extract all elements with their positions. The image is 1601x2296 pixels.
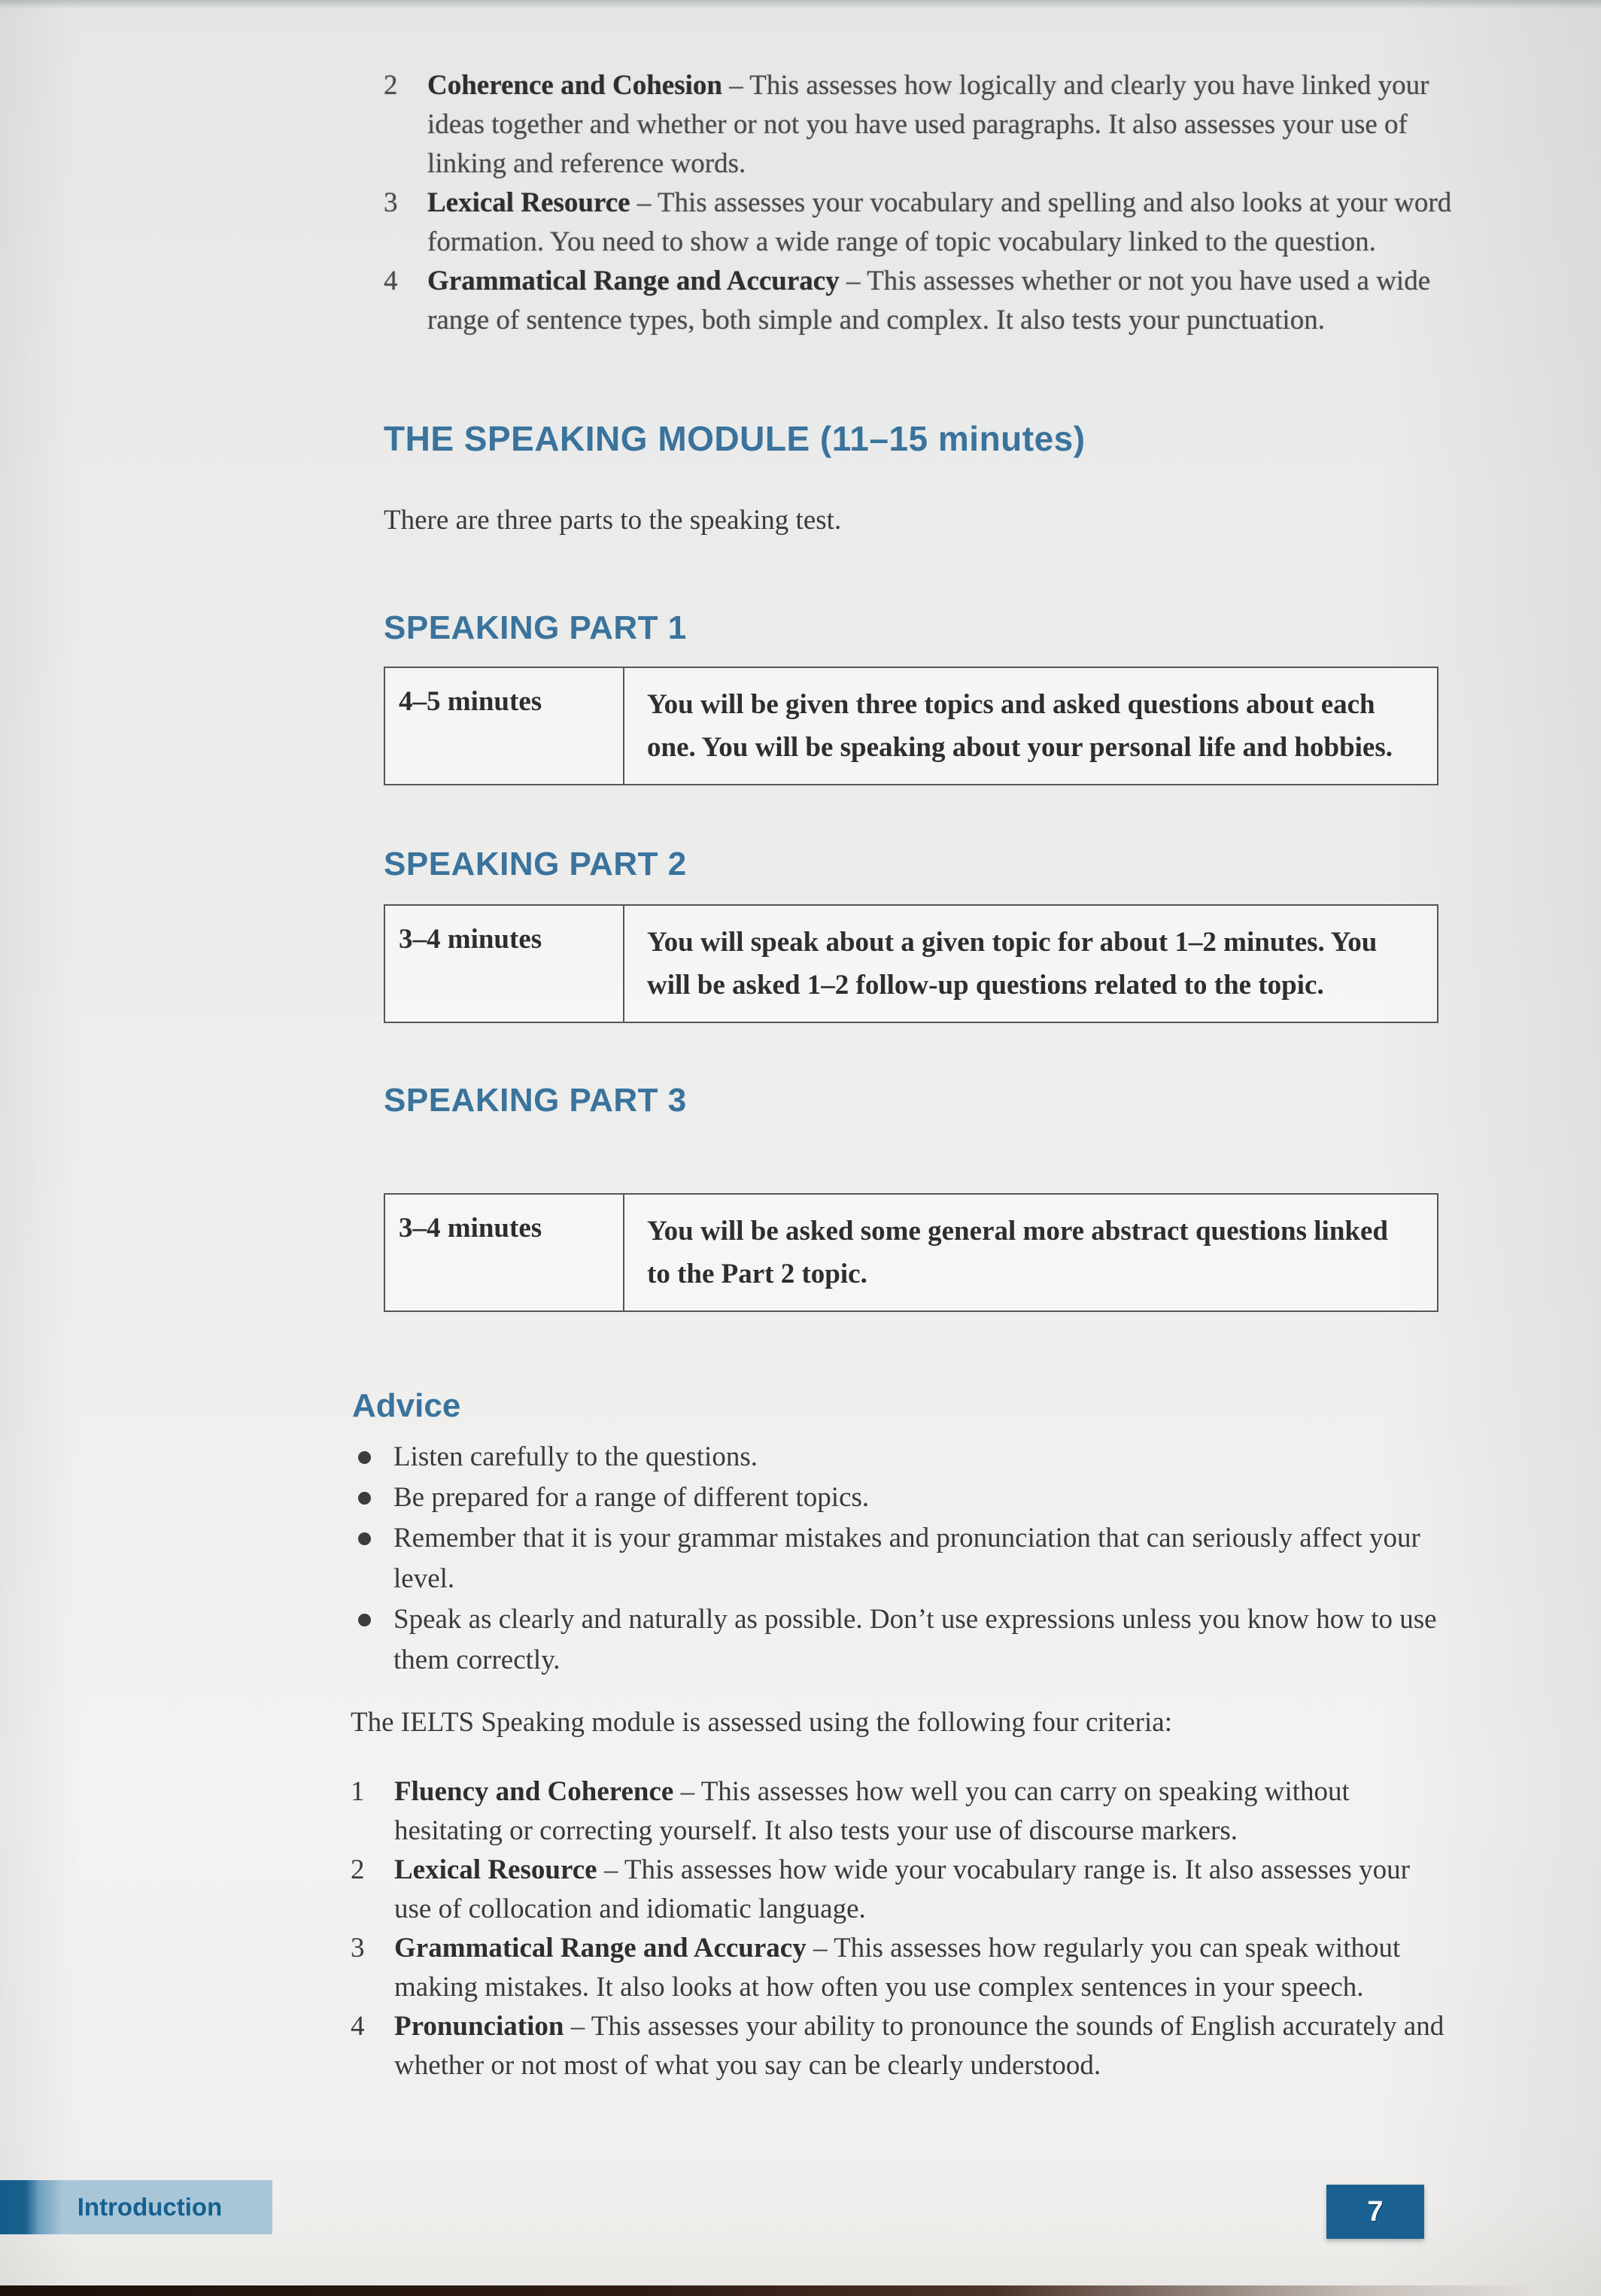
list-item-text: [394, 1772, 1452, 1851]
speaking-module-intro: There are three parts to the speaking test.: [384, 505, 842, 536]
page-number: 7: [1367, 2195, 1384, 2228]
bullet-icon: [358, 1492, 371, 1505]
list-item-text: [427, 66, 1452, 184]
heading-speaking-part-3: SPEAKING PART 3: [384, 1082, 687, 1119]
criterion-term: Grammatical Range and Accuracy: [394, 1933, 807, 1963]
list-item: [384, 66, 1452, 184]
list-item-number: 2: [384, 70, 398, 101]
list-item-number: 2: [351, 1854, 365, 1885]
advice-bullet-list: [351, 1437, 1452, 1681]
criterion-desc: – This assesses your vocabulary and spelling and also looks at your word formation. You need to show a wide range of topic vocabulary linked to the question.: [427, 187, 1452, 257]
criterion-term: Lexical Resource: [427, 187, 630, 218]
bullet-icon: [358, 1451, 371, 1464]
list-item-text: [427, 262, 1452, 340]
list-item-number: 1: [351, 1776, 365, 1807]
bullet-text: Be prepared for a range of different topics.: [393, 1482, 870, 1513]
list-item: [384, 184, 1452, 262]
list-item: [384, 262, 1452, 340]
bullet-icon: [358, 1532, 371, 1545]
book-bottom-edge: [0, 2285, 1601, 2296]
description-cell: You will be asked some general more abstract questions linked to the Part 2 topic.: [647, 1216, 1388, 1289]
criterion-term: Pronunciation: [394, 2011, 564, 2042]
section-title-speaking-module: THE SPEAKING MODULE (11–15 minutes): [384, 419, 1086, 458]
criterion-term: Coherence and Cohesion: [427, 70, 722, 101]
list-item-number: 3: [351, 1933, 365, 1963]
list-item-number: 4: [384, 266, 398, 296]
bullet-text: Remember that it is your grammar mistakes and pronunciation that can seriously affect your level.: [393, 1523, 1420, 1594]
duration-cell: 3–4 minutes: [385, 906, 624, 1022]
speaking-criteria-intro: The IELTS Speaking module is assessed using the following four criteria:: [351, 1707, 1172, 1738]
list-item: [351, 2007, 1452, 2085]
bullet-text: Speak as clearly and naturally as possible. Don’t use expressions unless you know how to use them correctly.: [393, 1604, 1437, 1675]
list-item-text: [394, 1851, 1452, 1929]
description-cell: You will speak about a given topic for about 1–2 minutes. You will be asked 1–2 follow-up questions related to the topic.: [647, 927, 1378, 1001]
criterion-term: Grammatical Range and Accuracy: [427, 266, 840, 296]
speaking-part-2-table: [384, 904, 1438, 1023]
duration-cell: 3–4 minutes: [385, 1195, 624, 1310]
list-item-number: 3: [384, 187, 398, 218]
heading-speaking-part-2: SPEAKING PART 2: [384, 846, 687, 882]
list-item: [351, 1929, 1452, 2007]
criterion-desc: – This assesses how logically and clearly you have linked your ideas together and whether or not you have used paragraphs. It also assesses your use of linking and reference words.: [427, 70, 1429, 179]
list-item: [351, 1851, 1452, 1929]
bullet-text: Listen carefully to the questions.: [393, 1441, 758, 1472]
speaking-part-3-table: [384, 1193, 1438, 1312]
page-number-box: [1326, 2185, 1424, 2239]
criterion-desc: – This assesses your ability to pronounce the sounds of English accurately and whether or not most of what you say can be clearly understood.: [394, 2011, 1445, 2081]
list-item: [351, 1518, 1452, 1599]
criterion-term: Fluency and Coherence: [394, 1776, 674, 1807]
list-item: [351, 1437, 1452, 1478]
bullet-icon: [358, 1614, 371, 1626]
writing-criteria-list: [384, 66, 1452, 340]
speaking-part-1-table: [384, 667, 1438, 785]
list-item: [351, 1478, 1452, 1518]
heading-advice: Advice: [352, 1387, 461, 1424]
list-item-text: [394, 2007, 1452, 2085]
list-item-text: [394, 1929, 1452, 2007]
footer-section-bar: [0, 2180, 272, 2234]
heading-speaking-part-1: SPEAKING PART 1: [384, 609, 687, 646]
criterion-desc: – This assesses whether or not you have used a wide range of sentence types, both simple and complex. It also tests your punctuation.: [427, 266, 1431, 336]
criterion-desc: – This assesses how wide your vocabulary range is. It also assesses your use of collocation and idiomatic language.: [394, 1854, 1410, 1924]
criterion-desc: – This assesses how well you can carry on speaking without hesitating or correcting yourself. It also tests your use of discourse markers.: [394, 1776, 1350, 1846]
list-item-text: [427, 184, 1452, 262]
list-item: [351, 1599, 1452, 1681]
list-item-number: 4: [351, 2011, 365, 2042]
speaking-criteria-list: [351, 1772, 1452, 2085]
footer-section-label: Introduction: [77, 2193, 223, 2221]
criterion-desc: – This assesses how regularly you can speak without making mistakes. It also looks at how often you use complex sentences in your speech.: [394, 1933, 1401, 2003]
duration-cell: 4–5 minutes: [385, 668, 624, 784]
description-cell: You will be given three topics and asked questions about each one. You will be speaking about your personal life and hobbies.: [647, 689, 1393, 763]
list-item: [351, 1772, 1452, 1851]
criterion-term: Lexical Resource: [394, 1854, 597, 1885]
